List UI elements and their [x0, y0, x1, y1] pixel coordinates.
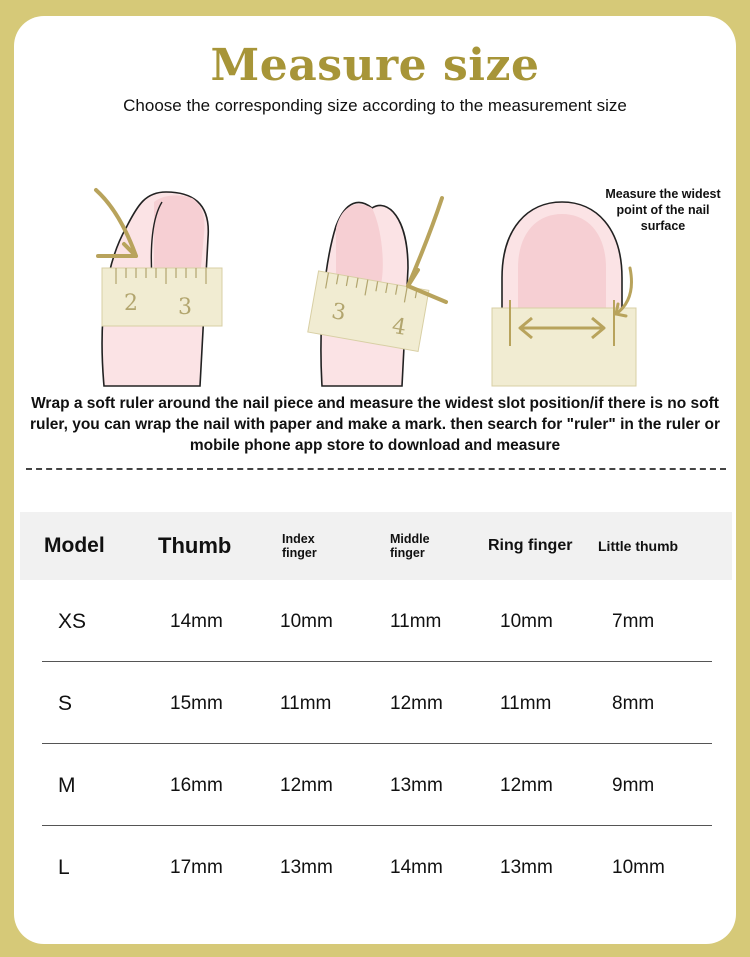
table-row [14, 745, 736, 826]
finger-ruler-illustration-middle [292, 168, 452, 388]
header-little-thumb: Little thumb [598, 538, 679, 554]
header-thumb: Thumb [158, 533, 232, 558]
row-divider [42, 743, 712, 744]
finger-ruler-illustration-left [76, 168, 226, 388]
measure-note: Measure the widest point of the nail surface [605, 187, 721, 233]
ruler-number: 4 [389, 313, 409, 341]
cell-ring: 10mm [500, 610, 553, 632]
cell-ring: 11mm [500, 692, 552, 714]
cell-little: 9mm [612, 774, 655, 796]
cell-thumb: 14mm [170, 610, 223, 632]
cell-little: 7mm [612, 610, 655, 632]
cell-middle: 12mm [390, 692, 443, 714]
cell-little: 8mm [612, 692, 655, 714]
header-model: Model [44, 534, 105, 557]
header-ring-finger: Ring finger [488, 537, 573, 554]
row-divider [42, 825, 712, 826]
size-table-header [20, 512, 732, 580]
table-row [14, 581, 736, 662]
table-row [14, 663, 736, 744]
page-subtitle: Choose the corresponding size according to the measurement size [123, 96, 627, 115]
size-guide-card [14, 16, 736, 944]
cell-middle: 11mm [390, 610, 442, 632]
header-middle-line2: finger [390, 546, 425, 560]
cell-index: 12mm [280, 774, 333, 796]
ruler-number: 2 [124, 291, 138, 316]
ruler-number: 3 [178, 295, 192, 320]
cell-middle: 14mm [390, 856, 443, 878]
header-middle-finger [390, 532, 430, 560]
header-middle-line1: Middle [390, 532, 430, 546]
cell-ring: 12mm [500, 774, 553, 796]
cell-index: 11mm [280, 692, 332, 714]
instructions-text: Wrap a soft ruler around the nail piece and measure the widest slot position/if there is no soft ruler, you can wrap the nail with paper and make a mark. then search for "ruler" in the ruler or mobile phone app store to download and measure [29, 395, 720, 454]
header-index-line2: finger [282, 546, 317, 560]
cell-model: XS [58, 609, 87, 633]
cell-thumb: 16mm [170, 774, 223, 796]
table-row [14, 827, 736, 908]
header-index-finger [282, 532, 317, 560]
cell-index: 10mm [280, 610, 333, 632]
ruler-number: 3 [329, 299, 348, 327]
cell-model: L [58, 855, 70, 879]
cell-index: 13mm [280, 856, 333, 878]
cell-thumb: 17mm [170, 856, 223, 878]
cell-thumb: 15mm [170, 692, 223, 714]
cell-middle: 13mm [390, 774, 443, 796]
row-divider [42, 661, 712, 662]
cell-little: 10mm [612, 856, 665, 878]
header-index-line1: Index [282, 532, 315, 546]
page-title: Measure size [210, 40, 540, 91]
cell-model: M [58, 773, 76, 797]
dashed-separator [26, 468, 726, 470]
cell-model: S [58, 691, 73, 715]
cell-ring: 13mm [500, 856, 553, 878]
